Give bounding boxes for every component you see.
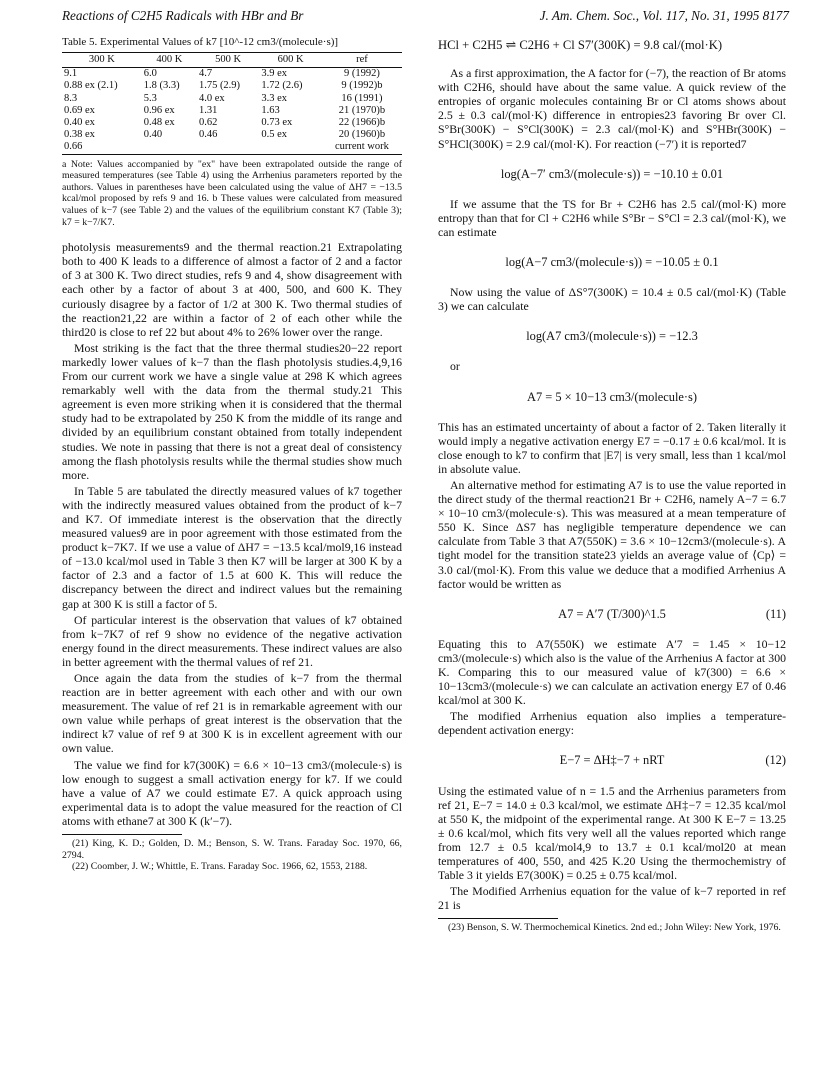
- table-cell: 0.69 ex: [64, 104, 95, 116]
- equation-11-body: A7 = A′7 (T/300)^1.5: [558, 606, 666, 621]
- paragraph: The modified Arrhenius equation also implies a temperature-dependent activation energy:: [438, 709, 786, 738]
- col-header: 600 K: [259, 53, 321, 68]
- table-cell: 9 (1992): [343, 68, 380, 80]
- table-row: [62, 93, 402, 105]
- table-cell: [259, 141, 321, 154]
- table-cell: 0.96 ex: [143, 104, 175, 116]
- table-cell: 0.40: [143, 129, 163, 141]
- footnote-rule: [62, 834, 182, 835]
- table-cell: 6.0: [143, 68, 157, 80]
- table-cell: current work: [322, 141, 402, 154]
- table-cell: 1.31: [198, 104, 218, 116]
- col-header: 500 K: [197, 53, 259, 68]
- table-cell: 1.72 (2.6): [261, 80, 303, 92]
- col-header: ref: [322, 53, 402, 68]
- running-header: [62, 8, 789, 24]
- paragraph: In Table 5 are tabulated the directly measured values of k7 together with the indirectly measured values obtained from the product of k−7 and K7. Of immediate interest is the observation that the directly measured values9 are in poor agreement with those estimated from the product k−7K7. If we use a value of ΔH7 = −13.5 kcal/mol9,16 instead of −13.0 kcal/mol used in Table 3 then K7 will be larger at 300 K by a factor of 2.3 and a factor of 1.5 at 600 K. This will reduce the discrepancy between the direct and indirect values but the remaining gap at 300 K is still a factor of 5.: [62, 483, 402, 611]
- table-cell: 0.62: [198, 117, 218, 129]
- table-cell: 0.46: [198, 129, 218, 141]
- footnote-rule: [438, 918, 558, 919]
- table-row: [62, 105, 402, 117]
- or-text: or: [450, 359, 460, 374]
- paragraph: An alternative method for estimating A7 is to use the value reported in the direct study of the thermal reaction21 Br + C2H6, namely A−7 = 6.7 × 10−10 cm3/(molecule·s). This was measured at a mean temperature of 550 K. Since ΔS7 has negligible temperature dependence we can calculate from Table 3 that A7(550K) = 3.6 × 10−12cm3/(molecule·s). A tight model for the transition state23 yields an average value of ⟨Cp⟩ = 3.0 cal/(mol·K). From this value we deduce that a modified Arrhenius A factor would be written as: [438, 477, 786, 591]
- equation-log-a-7: log(A−7 cm3/(molecule·s)) = −10.05 ± 0.1: [505, 255, 719, 270]
- reference-23: (23) Benson, S. W. Thermochemical Kinetics. 2nd ed.; John Wiley: New York, 1976.: [448, 922, 781, 934]
- equation-number: (12): [765, 753, 786, 768]
- table-cell: 21 (1970)b: [338, 104, 386, 116]
- paragraph: If we assume that the TS for Br + C2H6 has 2.5 cal/(mol·K) more entropy than that for Cl + C2H6 while S°Br − S°Cl = 2.3 cal/(mol·K), we can estimate: [438, 196, 786, 239]
- equation-a7: A7 = 5 × 10−13 cm3/(molecule·s): [527, 389, 697, 404]
- table5-note: a Note: Values accompanied by "ex" have been extrapolated outside the range of measured temperatures (see Table 4) using the Arrhenius parameters reported by the authors. Values in parentheses have been calculated using the value of ΔH7 = −13.5 kcal/mol proposed by refs 9 and 16. b These values were calculated from measured values of k−7 (see Table 2) and the values of the equilibrium constant K7 (Table 3); k7 = k−7/K7.: [62, 158, 402, 228]
- equation-12: [438, 753, 786, 767]
- table-cell: 9 (1992)b: [341, 80, 383, 92]
- table-cell: 4.0 ex: [198, 92, 225, 104]
- table-cell: [142, 141, 197, 154]
- table-cell: 0.48 ex: [143, 117, 175, 129]
- paragraph: Now using the value of ΔS°7(300K) = 10.4 ± 0.5 cal/(mol·K) (Table 3) we can calculate: [438, 285, 786, 314]
- table-cell: 0.66: [62, 141, 142, 154]
- table-cell: [197, 141, 259, 154]
- table-row: [62, 117, 402, 129]
- table-cell: 0.88 ex (2.1): [64, 80, 118, 92]
- header-title: Reactions of C2H5 Radicals with HBr and Br: [62, 8, 304, 23]
- paragraph: The Modified Arrhenius equation for the value of k−7 reported in ref 21 is: [438, 884, 786, 913]
- left-column: [62, 36, 402, 873]
- table-row: [62, 129, 402, 141]
- paragraph: The value we find for k7(300K) = 6.6 × 10−13 cm3/(molecule·s) is low enough to suggest a small activation energy for k7. If we could have a value of A7 we could estimate E7. A quick approach using experimental data is to adopt the value measured for the reaction of Cl atoms with ethane7 at 300 K (k′−7).: [62, 757, 402, 828]
- table-cell: 8.3: [64, 92, 78, 104]
- right-column: [438, 36, 786, 934]
- left-references: [62, 838, 402, 873]
- table-cell: 22 (1966)b: [338, 117, 386, 129]
- col-header: 300 K: [62, 53, 142, 68]
- table-cell: 1.8 (3.3): [143, 80, 180, 92]
- equation-11: [438, 607, 786, 621]
- table-row: [62, 80, 402, 92]
- header-journal: J. Am. Chem. Soc., Vol. 117, No. 31, 1995 8177: [539, 8, 789, 23]
- paragraph: Once again the data from the studies of k−7 from the thermal reaction are in better agreement with each other and with our own measurement. The value of ref 21 is in remarkable agreement with our own value while perhaps of great interest is the observation that the indirect k7 value of ref 9 at 300 K is in excellent agreement with our own value.: [62, 671, 402, 756]
- paragraph: Using the estimated value of n = 1.5 and the Arrhenius parameters from ref 21, E−7 = 14.0 ± 0.3 kcal/mol, we estimate ΔH‡−7 = 12.35 kcal/mol at 550 K, the midpoint of the experimental range. At 300 K E−7 = 13.25 ± 0.6 kcal/mol, which fits very well all the values reported which range from 12.7 ± 0.5 kcal/mol4,9 to 13.7 ± 0.1 kcal/mol20 at mean temperatures of 400, 550, and 425 K.20 Using the thermochemistry of Table 3 it yields E7(300K) = 0.25 ± 0.75 kcal/mol.: [438, 783, 786, 883]
- paragraph: Equating this to A7(550K) we estimate A′7 = 1.45 × 10−12 cm3/(molecule·s) which also is the value of the Arrhenius A factor at 300 K. Comparing this to our measured value of k7(300) = 6.6 × 10−13cm3/(molecule·s) we can calculate an activation energy E7 of 0.46 kcal/mol at 300 K.: [438, 636, 786, 708]
- table-cell: 3.9 ex: [261, 68, 288, 80]
- table5-body: [62, 68, 402, 154]
- paragraph: As a first approximation, the A factor for (−7), the reaction of Br atoms with C2H6, should have about the same value. A quick review of the entropies of organic molecules containing Br or Cl atoms shows about 2.5 ± 0.3 cal/(mol·K) difference in entropies23 favoring Br over Cl. S°Br(300K) − S°Cl(300K) = 2.3 cal/(mol·K) and S°HBr(300K) − S°HCl(300K) = 2.9 cal/(mol·K). For reaction (−7′) it is reported7: [438, 66, 786, 151]
- reference-21: (21) King, K. D.; Golden, D. M.; Benson, S. W. Trans. Faraday Soc. 1970, 66, 2794.: [62, 838, 402, 861]
- equation-number: (11): [765, 606, 786, 621]
- table-cell: 0.40 ex: [64, 117, 95, 129]
- table-cell: 0.38 ex: [64, 129, 95, 141]
- table-cell: 1.63: [261, 104, 280, 116]
- table5-caption: Table 5. Experimental Values of k7 [10^-12 cm3/(molecule·s)]: [62, 36, 339, 48]
- equation-log-a-7prime: log(A−7′ cm3/(molecule·s)) = −10.10 ± 0.01: [500, 166, 724, 181]
- table-cell: 20 (1960)b: [338, 129, 386, 141]
- table-row: [62, 141, 402, 154]
- table5: [62, 52, 402, 155]
- equation-log-a7: log(A7 cm3/(molecule·s)) = −12.3: [526, 329, 698, 344]
- paragraph: photolysis measurements9 and the thermal reaction.21 Extrapolating both to 400 K leads to a difference of almost a factor of 2 and a factor of 3 at 300 K. Two direct studies, refs 9 and 4, show disagreement with each other by a factor of about 3 at 400, 500, and 600 K. They curiously disagree by a factor of 1/2 at 300 K. Two thermal studies of the reaction21,22 are within a factor of 2 of each other while the third20 is close to ref 22 but about 4% to 26% lower over the range.: [62, 240, 402, 339]
- table-header-row: [62, 53, 402, 68]
- table-row: [62, 68, 402, 81]
- equation-hcl: HCl + C2H5 ⇌ C2H6 + Cl S7′(300K) = 9.8 cal/(mol·K): [438, 38, 723, 52]
- reference-22: (22) Coomber, J. W.; Whittle, E. Trans. Faraday Soc. 1966, 62, 1553, 2188.: [72, 861, 368, 873]
- table-cell: 16 (1991): [341, 92, 383, 104]
- paragraph: Most striking is the fact that the three thermal studies20−22 report markedly lower values of k−7 than the flash photolysis studies.4,9,16 From our current work we have a single value at 298 K which agrees remarkably well with the data from the thermal study.21 This agreement is even more striking when it is considered that the thermal study had to be extrapolated by 250 K from the middle of its range and divided by an equilibrium constant obtained from totally independent studies. We note in passing that there is not a great deal of consistency among the flash photolysis results while the thermal studies show much more.: [62, 340, 402, 482]
- right-references: [438, 922, 786, 934]
- table-cell: 0.73 ex: [261, 117, 293, 129]
- table-cell: 5.3: [143, 92, 157, 104]
- table-cell: 1.75 (2.9): [198, 80, 241, 92]
- table-cell: 3.3 ex: [261, 92, 288, 104]
- col-header: 400 K: [142, 53, 197, 68]
- table-cell: 9.1: [64, 68, 78, 80]
- table-cell: 0.5 ex: [261, 129, 288, 141]
- paragraph: This has an estimated uncertainty of about a factor of 2. Taken literally it would imply a negative activation energy E7 = −0.17 ± 0.6 kcal/mol. It is close enough to k7 to confirm that |E7| is very small, less than 1 kcal/mol in absolute value.: [438, 419, 786, 476]
- paragraph: Of particular interest is the observation that values of k7 obtained from k−7K7 of ref 9 show no evidence of the negative activation energy found in the direct measurements. These indirect values are also in better agreement with the thermal values of ref 21.: [62, 612, 402, 669]
- table-cell: 4.7: [198, 68, 213, 80]
- equation-12-body: E−7 = ΔH‡−7 + nRT: [559, 753, 665, 768]
